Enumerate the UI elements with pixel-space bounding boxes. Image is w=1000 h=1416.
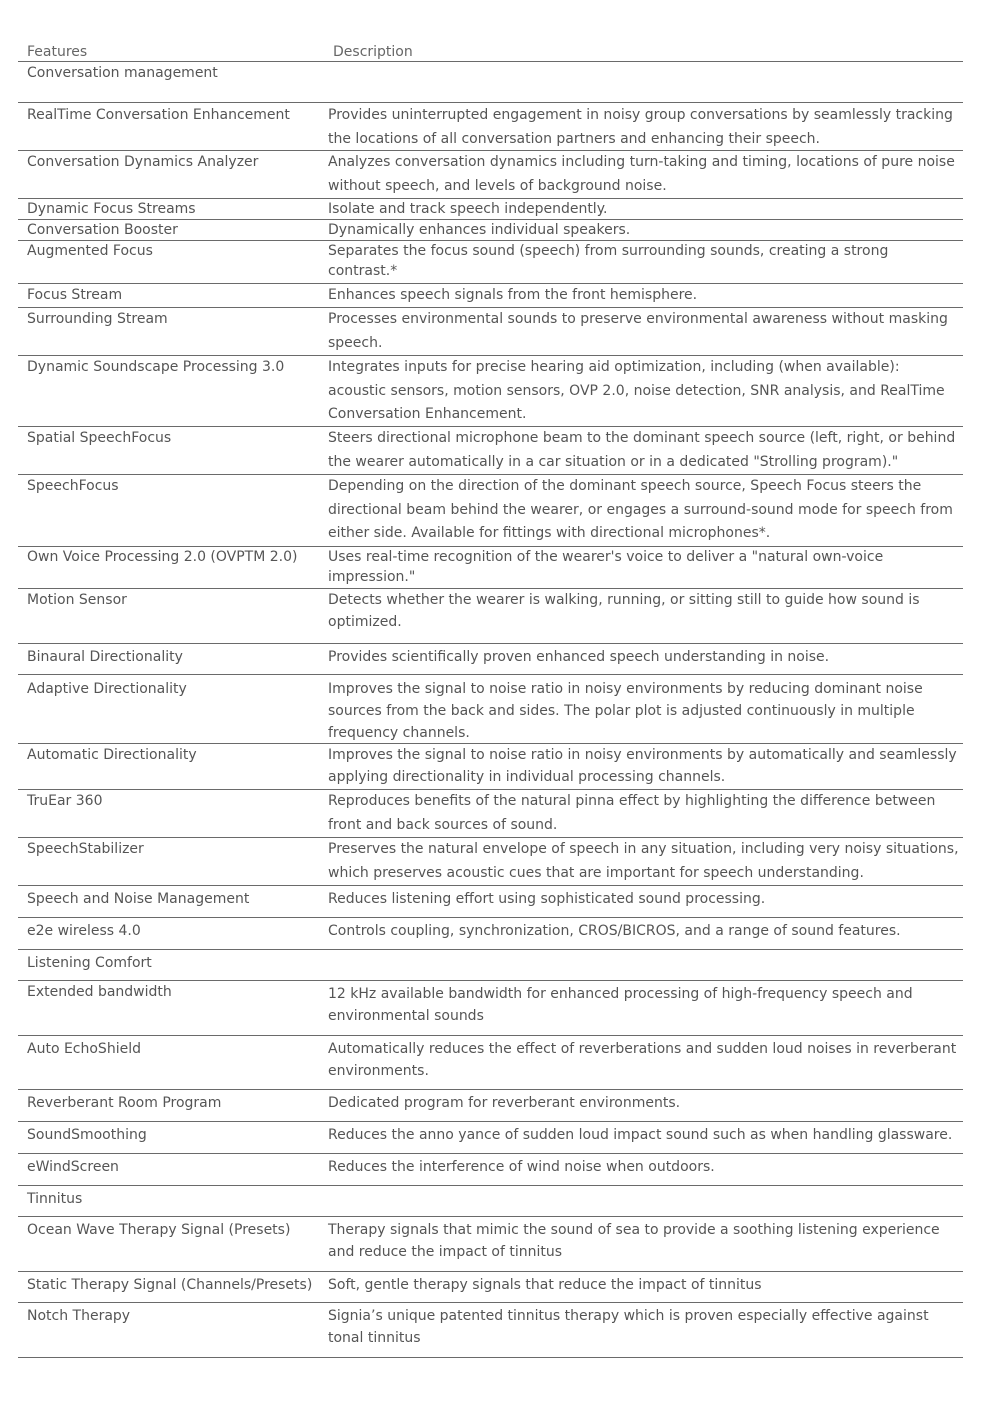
description-cell: Soft, gentle therapy signals that reduce the impact of tinnitus	[328, 1277, 762, 1293]
table-row	[18, 151, 963, 199]
table-row	[18, 838, 963, 886]
feature-cell: Extended bandwidth	[27, 984, 172, 1000]
feature-cell: Adaptive Directionality	[27, 681, 187, 697]
feature-cell: Automatic Directionality	[27, 747, 197, 763]
feature-cell: RealTime Conversation Enhancement	[27, 107, 290, 123]
table-row	[18, 918, 963, 950]
table-row	[18, 1090, 963, 1122]
description-cell: Integrates inputs for precise hearing aid optimization, including (when available): acoustic sensors, motion sensors, OVP 2.0, noise detection, SNR analysis, and RealTime Conversation Enhancement.	[328, 359, 945, 422]
feature-cell: SoundSmoothing	[27, 1127, 147, 1143]
feature-cell: Conversation Dynamics Analyzer	[27, 154, 259, 170]
feature-cell: SpeechFocus	[27, 478, 119, 494]
description-cell: Isolate and track speech independently.	[328, 201, 608, 217]
feature-cell: Spatial SpeechFocus	[27, 430, 172, 446]
feature-cell: Reverberant Room Program	[27, 1095, 222, 1111]
table-row	[18, 1122, 963, 1154]
feature-cell: e2e wireless 4.0	[27, 923, 141, 939]
description-cell: 12 kHz available bandwidth for enhanced processing of high-frequency speech and environmental sounds	[328, 986, 913, 1024]
table-header	[18, 38, 963, 62]
header-features: Features	[27, 44, 88, 60]
feature-cell: TruEar 360	[27, 793, 103, 809]
feature-cell: eWindScreen	[27, 1159, 119, 1175]
table-row	[18, 675, 963, 744]
feature-cell: Ocean Wave Therapy Signal (Presets)	[27, 1222, 291, 1238]
table-row	[18, 1217, 963, 1272]
table-row	[18, 220, 963, 241]
feature-cell: Augmented Focus	[27, 243, 153, 259]
table-row	[18, 284, 963, 308]
feature-cell: Speech and Noise Management	[27, 891, 250, 907]
feature-cell: Tinnitus	[27, 1191, 83, 1207]
feature-cell: Notch Therapy	[27, 1308, 131, 1324]
feature-cell: Conversation management	[27, 65, 218, 81]
table-row	[18, 981, 963, 1036]
table-row	[18, 308, 963, 356]
table-row	[18, 241, 963, 284]
description-cell: Processes environmental sounds to preserve environmental awareness without masking speech.	[328, 311, 948, 351]
description-cell: Enhances speech signals from the front hemisphere.	[328, 287, 698, 303]
description-cell: Separates the focus sound (speech) from surrounding sounds, creating a strong contrast.*	[328, 243, 889, 279]
table-row	[18, 744, 963, 790]
header-description: Description	[333, 44, 413, 60]
feature-cell: Auto EchoShield	[27, 1041, 141, 1057]
table-row	[18, 62, 963, 103]
feature-cell: Own Voice Processing 2.0 (OVPTM 2.0)	[27, 549, 298, 565]
description-cell: Detects whether the wearer is walking, running, or sitting still to guide how sound is optimized.	[328, 592, 920, 630]
description-cell	[328, 1188, 963, 1216]
table-row	[18, 427, 963, 475]
description-cell	[328, 952, 963, 980]
description-cell: Reduces the interference of wind noise when outdoors.	[328, 1159, 715, 1175]
table-row	[18, 1272, 963, 1303]
feature-cell: Dynamic Soundscape Processing 3.0	[27, 359, 285, 375]
description-cell	[328, 62, 963, 102]
feature-cell: Conversation Booster	[27, 222, 178, 238]
description-cell: Uses real-time recognition of the wearer's voice to deliver a "natural own-voice impression."	[328, 549, 884, 585]
description-cell: Analyzes conversation dynamics including turn-taking and timing, locations of pure noise without speech, and levels of background noise.	[328, 154, 955, 194]
table-row	[18, 1154, 963, 1186]
table-row	[18, 199, 963, 220]
table-row	[18, 1186, 963, 1217]
description-cell: Preserves the natural envelope of speech in any situation, including very noisy situations, which preserves acoustic cues that are important for speech understanding.	[328, 841, 959, 881]
description-cell: Dedicated program for reverberant environments.	[328, 1095, 681, 1111]
table-row	[18, 950, 963, 981]
description-cell: Provides scientifically proven enhanced speech understanding in noise.	[328, 649, 830, 665]
description-cell: Reduces the anno yance of sudden loud impact sound such as when handling glassware.	[328, 1127, 953, 1143]
table-row	[18, 1303, 963, 1358]
description-cell: Signia’s unique patented tinnitus therapy which is proven especially effective against tonal tinnitus	[328, 1308, 929, 1346]
table-row	[18, 589, 963, 644]
table-row	[18, 547, 963, 589]
description-cell: Provides uninterrupted engagement in noisy group conversations by seamlessly tracking the locations of all conversation partners and enhancing their speech.	[328, 107, 953, 147]
description-cell: Reduces listening effort using sophisticated sound processing.	[328, 891, 766, 907]
table-row	[18, 886, 963, 918]
feature-cell: SpeechStabilizer	[27, 841, 144, 857]
description-cell: Dynamically enhances individual speakers.	[328, 222, 631, 238]
description-cell: Improves the signal to noise ratio in noisy environments by reducing dominant noise sources from the back and sides. The polar plot is adjusted continuously in multiple frequency channels.	[328, 681, 923, 741]
description-cell: Automatically reduces the effect of reverberations and sudden loud noises in reverberant environments.	[328, 1041, 957, 1079]
description-cell: Steers directional microphone beam to the dominant speech source (left, right, or behind the wearer automatically in a car situation or in a dedicated "Strolling program)."	[328, 430, 956, 470]
table-row	[18, 103, 963, 151]
description-cell: Therapy signals that mimic the sound of sea to provide a soothing listening experience and reduce the impact of tinnitus	[328, 1222, 940, 1260]
description-cell: Controls coupling, synchronization, CROS/BICROS, and a range of sound features.	[328, 923, 901, 939]
feature-cell: Focus Stream	[27, 287, 123, 303]
feature-cell: Listening Comfort	[27, 955, 152, 971]
table-row	[18, 475, 963, 547]
feature-cell: Dynamic Focus Streams	[27, 201, 196, 217]
feature-cell: Binaural Directionality	[27, 649, 183, 665]
description-cell: Depending on the direction of the dominant speech source, Speech Focus steers the directional beam behind the wearer, or engages a surround-sound mode for speech from either side. Available for fittings with directional microphones*.	[328, 478, 953, 541]
description-cell: Reproduces benefits of the natural pinna effect by highlighting the difference between front and back sources of sound.	[328, 793, 936, 833]
feature-cell: Static Therapy Signal (Channels/Presets)	[27, 1277, 313, 1293]
description-cell: Improves the signal to noise ratio in noisy environments by automatically and seamlessly applying directionality in individual processing channels.	[328, 747, 957, 785]
feature-cell: Surrounding Stream	[27, 311, 168, 327]
table-row	[18, 790, 963, 838]
feature-cell: Motion Sensor	[27, 592, 127, 608]
table-row	[18, 356, 963, 427]
table-row	[18, 1036, 963, 1090]
feature-table	[18, 38, 963, 1358]
table-row	[18, 644, 963, 675]
